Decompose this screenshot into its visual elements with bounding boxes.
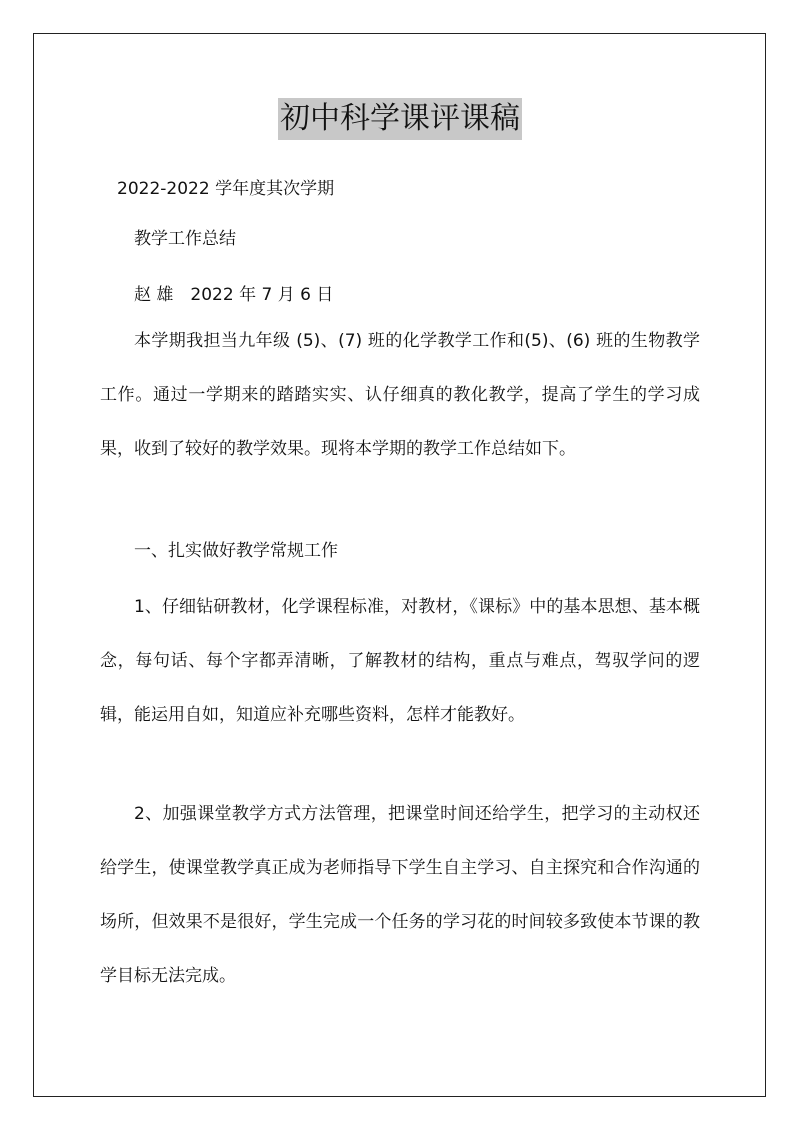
semester-line: 2022-2022 学年度其次学期 xyxy=(117,179,335,199)
author-date-line: 赵 雄 2022 年 7 月 6 日 xyxy=(134,285,334,305)
document-title xyxy=(0,98,800,140)
document-title-text: 初中科学课评课稿 xyxy=(278,98,522,140)
intro-paragraph: 本学期我担当九年级 (5)、(7) 班的化学教学工作和(5)、(6) 班的生物教学工作。通过一学期来的踏踏实实、认仔细真的教化教学，提高了学生的学习成果，收到了较好的教学效果。现将本学期的教学工作总结如下。 xyxy=(100,331,700,459)
item-1-paragraph: 1、仔细钻研教材，化学课程标准，对教材，《课标》中的基本思想、基本概念，每句话、每个字都弄清晰，了解教材的结构，重点与难点，驾驭学问的逻辑，能运用自如，知道应补充哪些资料，怎样才能教好。 xyxy=(100,597,700,725)
item-2-paragraph: 2、加强课堂教学方式方法管理，把课堂时间还给学生，把学习的主动权还给学生，使课堂教学真正成为老师指导下学生自主学习、自主探究和合作沟通的场所，但效果不是很好，学生完成一个任务的学习花的时间较多致使本节课的教学目标无法完成。 xyxy=(100,804,700,986)
section-heading: 一、扎实做好教学常规工作 xyxy=(134,541,338,561)
summary-subtitle: 教学工作总结 xyxy=(134,229,236,249)
